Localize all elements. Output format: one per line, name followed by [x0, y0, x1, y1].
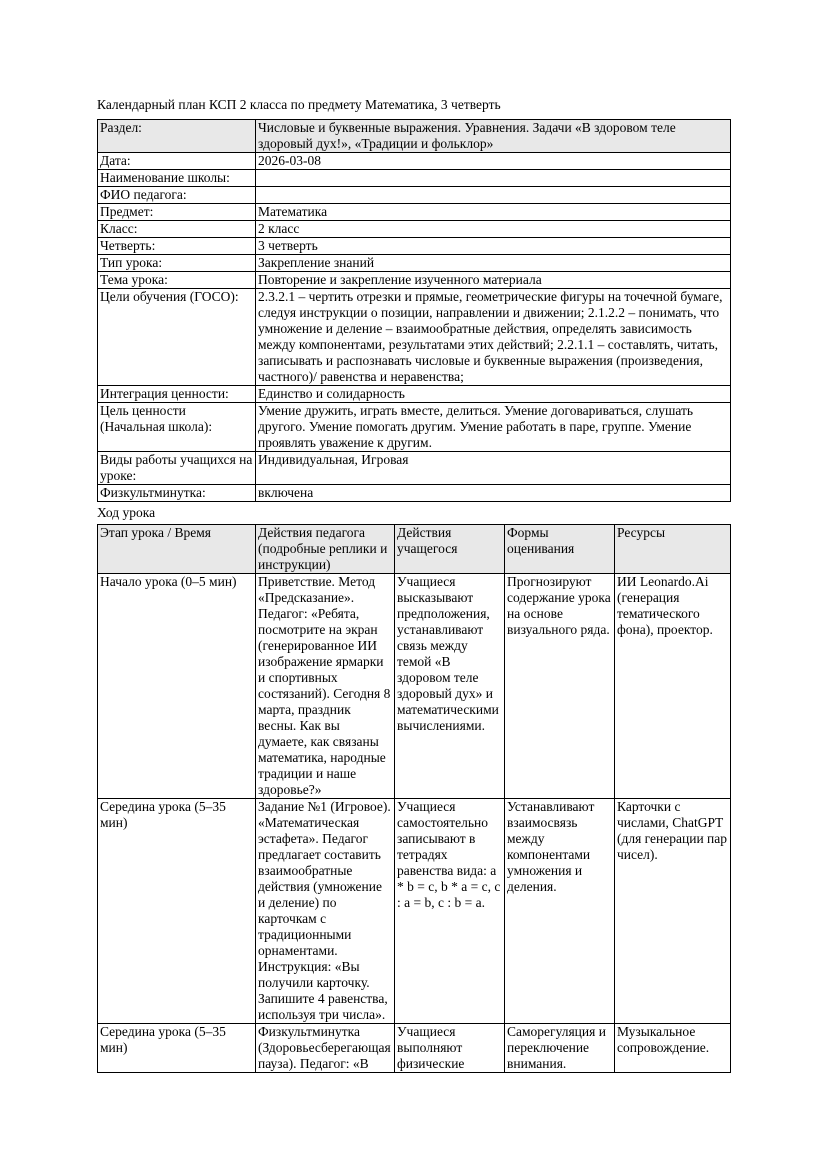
table-row [98, 221, 731, 238]
info-row-label: Наименование школы: [98, 170, 256, 187]
lesson-row [98, 1024, 731, 1073]
table-row [98, 255, 731, 272]
table-row [98, 170, 731, 187]
info-row-label: Тема урока: [98, 272, 256, 289]
info-row-value: Повторение и закрепление изученного материала [256, 272, 731, 289]
teacher-actions-cell: Физкультминутка (Здоровьесберегающая пауза). Педагог: «В [256, 1024, 395, 1073]
info-row-label: Тип урока: [98, 255, 256, 272]
table-row [98, 386, 731, 403]
info-row-value: Единство и солидарность [256, 386, 731, 403]
info-row-label: Класс: [98, 221, 256, 238]
section-heading: Ход урока [97, 505, 156, 520]
table-row [98, 153, 731, 170]
assessment-cell: Устанавливают взаимосвязь между компонентами умножения и деления. [505, 799, 615, 1024]
table-row [98, 289, 731, 386]
info-row-label: Цели обучения (ГОСО): [98, 289, 256, 386]
info-row-value: Умение дружить, играть вместе, делиться. Умение договариваться, слушать другого. Умение помогать другим. Умение работать в паре, группе. Умение проявлять уважение к другим. [256, 403, 731, 452]
assessment-cell: Прогнозируют содержание урока на основе визуального ряда. [505, 574, 615, 799]
lesson-row [98, 799, 731, 1024]
assessment-cell: Саморегуляция и переключение внимания. [505, 1024, 615, 1073]
student-actions-cell: Учащиеся самостоятельно записывают в тетрадях равенства вида: a * b = c, b * a = c, c : a = b, c : b = a. [395, 799, 505, 1024]
table-row [98, 187, 731, 204]
info-row-value [256, 170, 731, 187]
table-row [98, 403, 731, 452]
stage-cell: Середина урока (5–35 мин) [98, 799, 256, 1024]
lesson-table [97, 524, 731, 1073]
info-row-label: Дата: [98, 153, 256, 170]
resources-cell: Музыкальное сопровождение. [615, 1024, 731, 1073]
info-row-label: ФИО педагога: [98, 187, 256, 204]
info-row-value: Индивидуальная, Игровая [256, 452, 731, 485]
info-row-value: 2.3.2.1 – чертить отрезки и прямые, геометрические фигуры на точечной бумаге, следуя инструкции о позиции, направлении и движении; 2.1.2.2 – понимать, что умножение и деление – взаимообратные действия, определять зависимость между компонентами, результатами этих действий; 2.2.1.1 – составлять, читать, записывать и распознавать числовые и буквенные выражения (произведения, частного)/ равенства и неравенства; [256, 289, 731, 386]
info-row-label: Цель ценности (Начальная школа): [98, 403, 256, 452]
info-row-value: 3 четверть [256, 238, 731, 255]
info-row-label: Виды работы учащихся на уроке: [98, 452, 256, 485]
info-row-value: 2026-03-08 [256, 153, 731, 170]
info-row-label: Интеграция ценности: [98, 386, 256, 403]
table-row [98, 485, 731, 502]
info-table [97, 119, 731, 502]
teacher-actions-cell: Приветствие. Метод «Предсказание». Педагог: «Ребята, посмотрите на экран (генерированное ИИ изображение ярмарки и спортивных состязаний). Сегодня 8 марта, праздник весны. Как вы думаете, как связаны математика, народные традиции и наше здоровье?» [256, 574, 395, 799]
teacher-actions-cell: Задание №1 (Игровое). «Математическая эстафета». Педагог предлагает составить взаимообратные действия (умножение и деление) по карточкам с традиционными орнаментами. Инструкция: «Вы получили карточку. Запишите 4 равенства, используя три числа». [256, 799, 395, 1024]
table-row [98, 120, 731, 153]
info-row-value: 2 класс [256, 221, 731, 238]
document-title: Календарный план КСП 2 класса по предмету Математика, 3 четверть [97, 97, 501, 112]
resources-cell: Карточки с числами, ChatGPT (для генерации пар чисел). [615, 799, 731, 1024]
info-row-value: Математика [256, 204, 731, 221]
lesson-row [98, 574, 731, 799]
student-actions-cell: Учащиеся выполняют физические [395, 1024, 505, 1073]
info-row-value: Закрепление знаний [256, 255, 731, 272]
lesson-table-header-row [98, 525, 731, 574]
column-header-student-actions: Действия учащегося [395, 525, 505, 574]
info-row-value [256, 187, 731, 204]
info-row-label: Четверть: [98, 238, 256, 255]
table-row [98, 452, 731, 485]
table-row [98, 272, 731, 289]
student-actions-cell: Учащиеся высказывают предположения, устанавливают связь между темой «В здоровом теле здоровый дух» и математическими вычислениями. [395, 574, 505, 799]
info-row-label: Раздел: [98, 120, 256, 153]
column-header-assessment: Формы оценивания [505, 525, 615, 574]
info-row-label: Предмет: [98, 204, 256, 221]
column-header-stage: Этап урока / Время [98, 525, 256, 574]
info-row-value: включена [256, 485, 731, 502]
column-header-teacher-actions: Действия педагога (подробные реплики и инструкции) [256, 525, 395, 574]
info-row-value: Числовые и буквенные выражения. Уравнения. Задачи «В здоровом теле здоровый дух!», «Традиции и фольклор» [256, 120, 731, 153]
info-row-label: Физкультминутка: [98, 485, 256, 502]
table-row [98, 204, 731, 221]
stage-cell: Начало урока (0–5 мин) [98, 574, 256, 799]
resources-cell: ИИ Leonardo.Ai (генерация тематического фона), проектор. [615, 574, 731, 799]
column-header-resources: Ресурсы [615, 525, 731, 574]
stage-cell: Середина урока (5–35 мин) [98, 1024, 256, 1073]
table-row [98, 238, 731, 255]
